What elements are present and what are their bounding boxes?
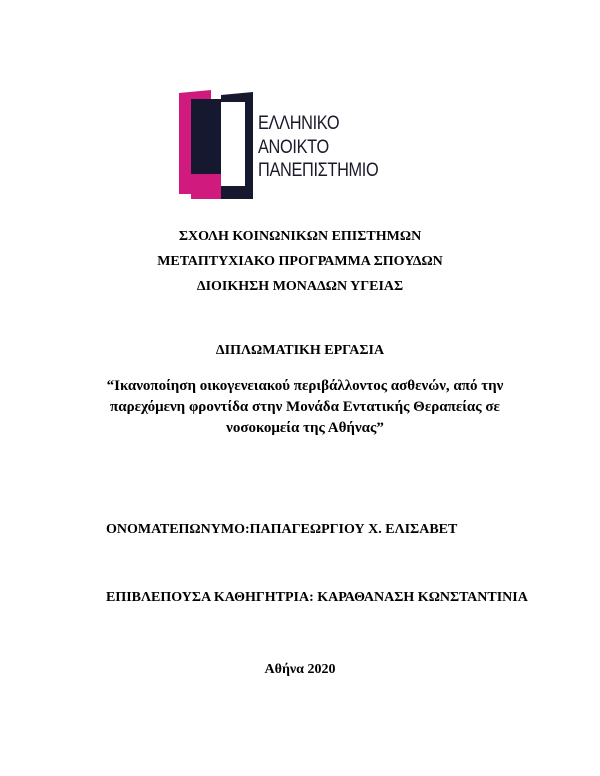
logo-wordmark: [258, 112, 378, 183]
university-logo: [179, 90, 379, 202]
school-name: ΣΧΟΛΗ ΚΟΙΝΩΝΙΚΩΝ ΕΠΙΣΤΗΜΩΝ: [178, 229, 422, 244]
logo-line-3: ΠΑΝΕΠΙΣΤΗΜΙΟ: [258, 160, 379, 181]
logo-navy-shape: [191, 99, 221, 174]
logo-line-2: ΑΝΟΙΚΤΟ: [258, 136, 329, 158]
thesis-title: “Ικανοποίηση οικογενειακού περιβάλλοντος ασθενών, από την παρεχόμενη φροντίδα στην Μονάδα Εντατικής Θεραπείας σε νοσοκομεία της Αθήνας”: [106, 378, 504, 436]
thesis-label: ΔΙΠΛΩΜΑΤΙΚΗ ΕΡΓΑΣΙΑ: [215, 343, 385, 358]
author-line: ΟΝΟΜΑΤΕΠΩΝΥΜΟ:ΠΑΠΑΓΕΩΡΓΙΟΥ Χ. ΕΛΙΣΑΒΕΤ: [106, 522, 458, 537]
logo-line-1: ΕΛΛΗΝΙΚΟ: [258, 113, 340, 134]
logo-white-page: [221, 102, 245, 186]
department-name: ΔΙΟΙΚΗΣΗ ΜΟΝΑΔΩΝ ΥΓΕΙΑΣ: [196, 279, 404, 294]
supervisor-line: ΕΠΙΒΛΕΠΟΥΣΑ ΚΑΘΗΓΗΤΡΙΑ: ΚΑΡΑΘΑΝΑΣΗ ΚΩΝΣΤΑΝΤΙΝΙΑ: [106, 590, 528, 605]
logo-emblem-icon: [179, 90, 259, 202]
place-date: Αθήνα 2020: [264, 662, 336, 677]
program-name: ΜΕΤΑΠΤΥΧΙΑΚΟ ΠΡΟΓΡΑΜΜΑ ΣΠΟΥΔΩΝ: [157, 254, 443, 269]
